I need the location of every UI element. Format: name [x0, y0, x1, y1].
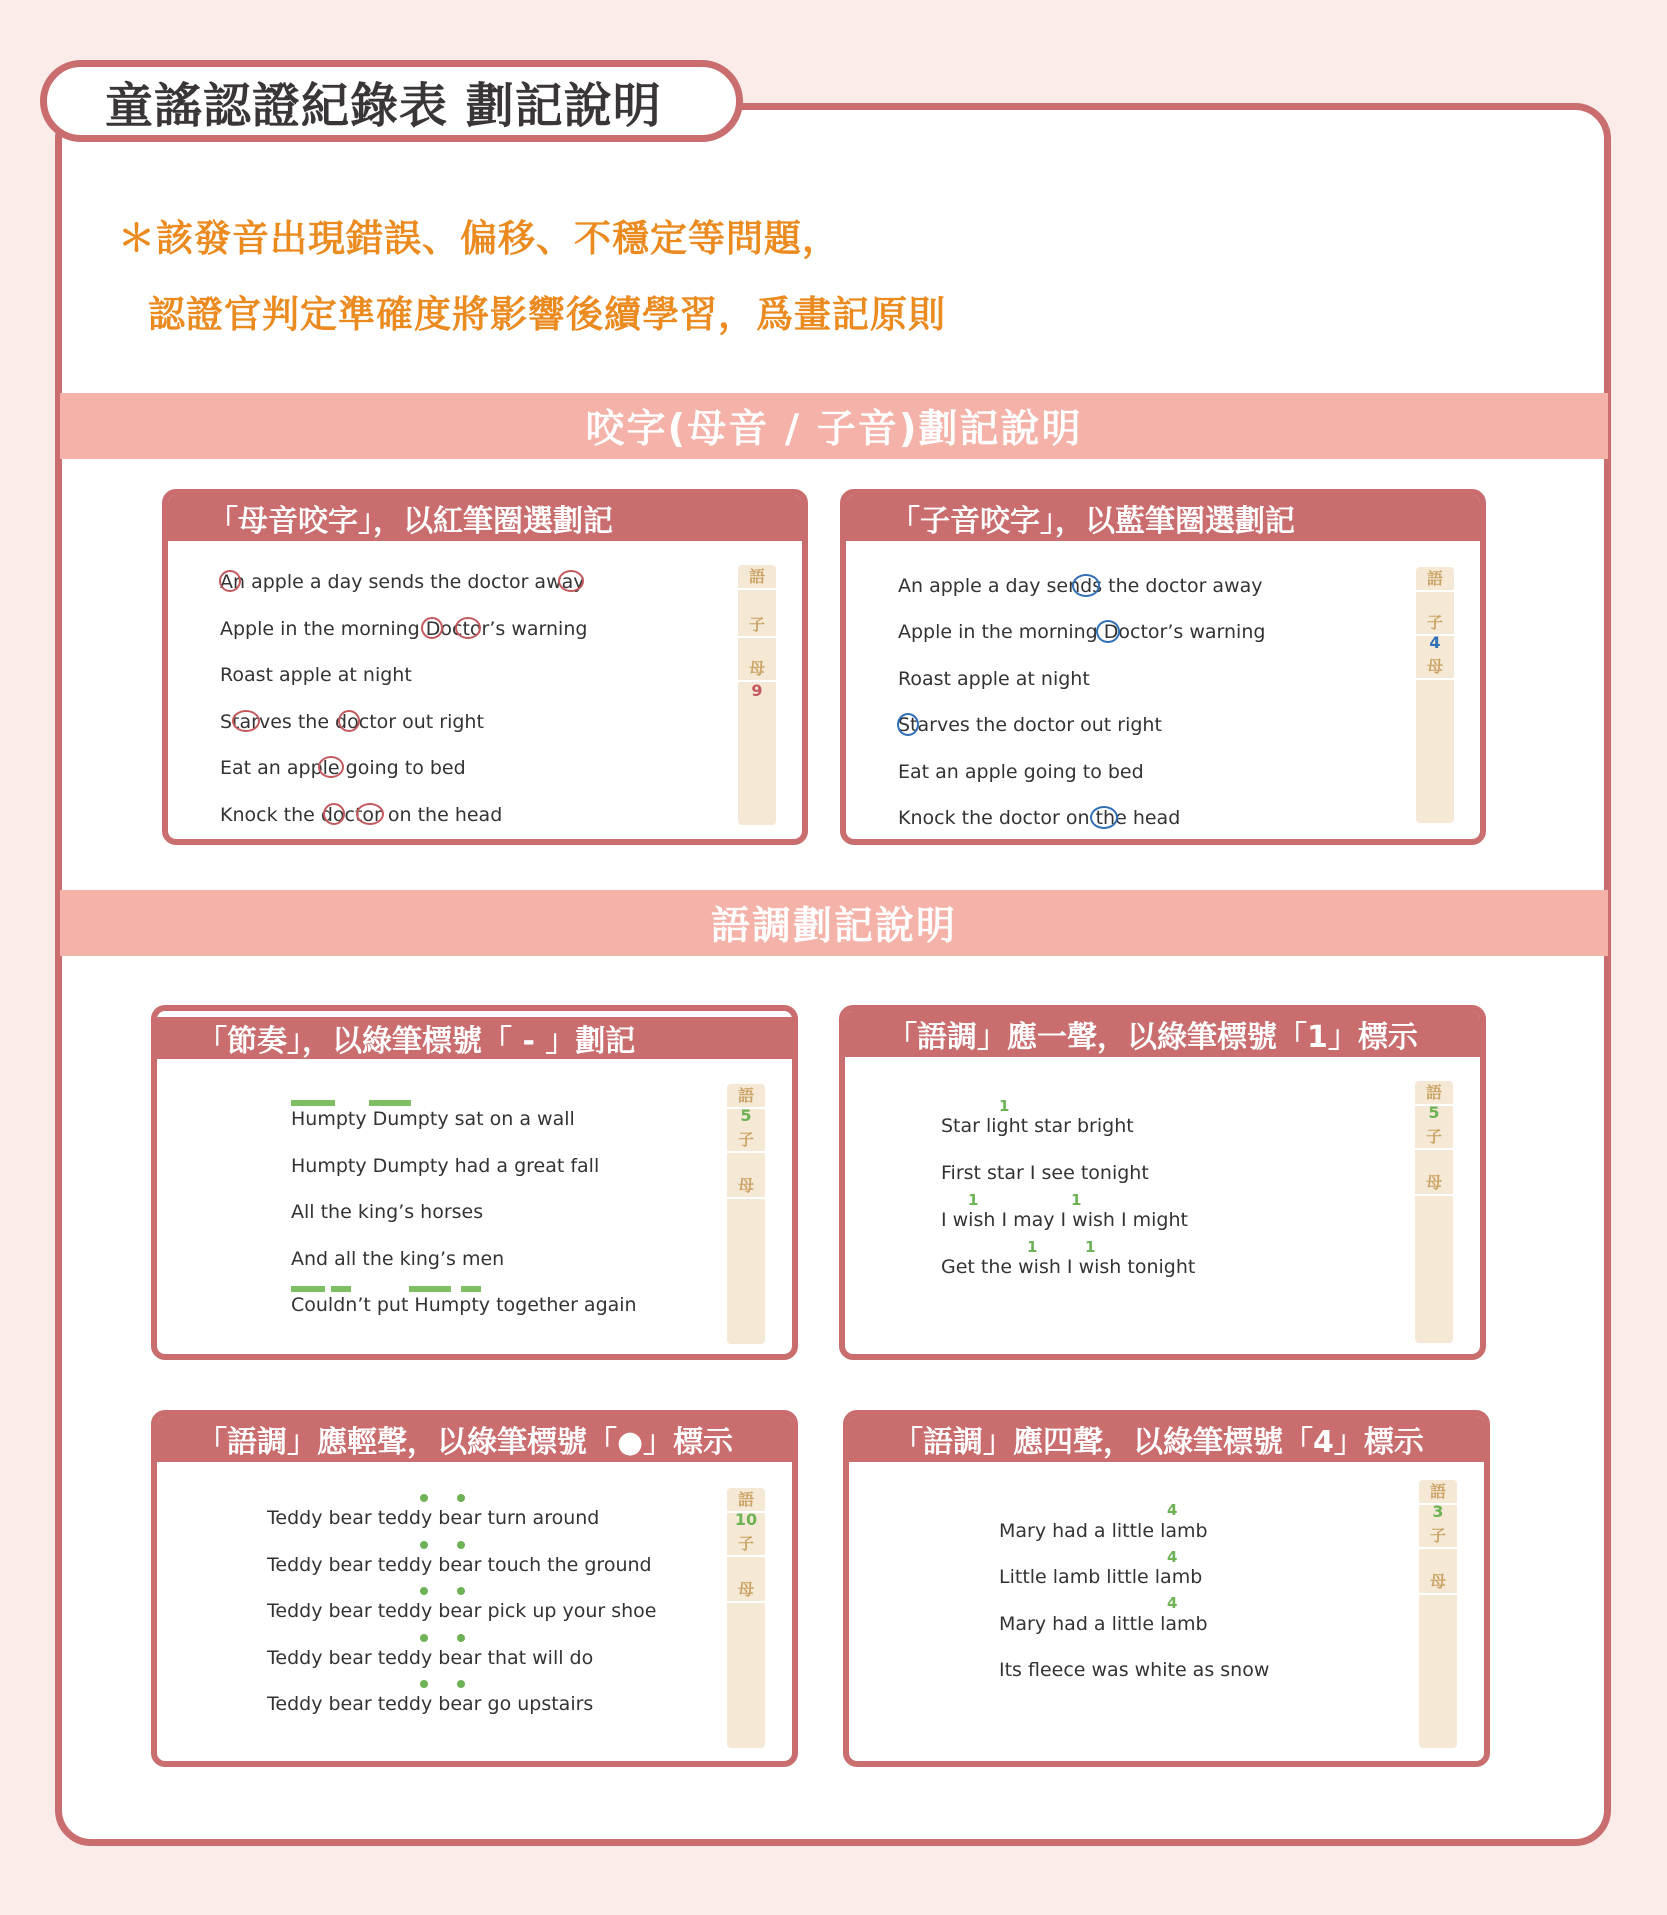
text-line: Mary had a little lamb — [999, 1520, 1208, 1542]
red-circle-mark — [232, 710, 260, 732]
neutral-dot-mark — [420, 1494, 428, 1502]
text-line: I wish I may I wish I might — [941, 1209, 1188, 1231]
text-line: Knock the doctor on the head — [898, 807, 1181, 829]
score-label-mu: 母 — [738, 657, 776, 682]
score-column — [1419, 1480, 1457, 1748]
score-value-mu: 9 — [751, 681, 763, 700]
text-line: Eat an apple going to bed — [220, 757, 466, 779]
neutral-dot-mark — [457, 1494, 465, 1502]
text-line: Its fleece was white as snow — [999, 1659, 1270, 1681]
blue-circle-mark — [897, 713, 919, 736]
rhythm-dash-mark — [291, 1100, 335, 1106]
score-label-yu: 語 — [1416, 567, 1454, 592]
red-circle-mark — [338, 710, 360, 732]
card-title: 「語調」應輕聲，以綠筆標號「●」標示 — [157, 1416, 792, 1462]
card-vowel — [162, 489, 808, 845]
text-line: Apple in the morning Doctor’s warning — [220, 618, 588, 640]
score-label-zi: 子 — [1416, 611, 1454, 636]
tone-mark: 1 — [1027, 1238, 1038, 1256]
red-circle-mark — [323, 803, 345, 825]
tone-mark: 1 — [968, 1191, 979, 1209]
rhythm-dash-mark — [331, 1286, 351, 1292]
text-line: Eat an apple going to bed — [898, 761, 1144, 783]
text-line: Get the wish I wish tonight — [941, 1256, 1196, 1278]
score-column — [738, 565, 776, 825]
note-line-2: 認證官判定準確度將影響後續學習，爲畫記原則 — [148, 293, 946, 336]
neutral-dot-mark — [420, 1587, 428, 1595]
neutral-dot-mark — [457, 1587, 465, 1595]
text-line: All the king’s horses — [291, 1201, 484, 1223]
tone-mark: 1 — [1085, 1238, 1096, 1256]
section-intonation: 語調劃記說明 — [60, 890, 1608, 956]
rhythm-dash-mark — [409, 1286, 451, 1292]
score-label-mu: 母 — [727, 1174, 765, 1199]
blue-circle-mark — [1096, 620, 1120, 643]
neutral-dot-mark — [420, 1541, 428, 1549]
red-circle-mark — [421, 617, 443, 639]
score-label-zi: 子 — [1415, 1125, 1453, 1150]
text-line: Mary had a little lamb — [999, 1613, 1208, 1635]
card-neutral-tone — [151, 1410, 798, 1767]
card-title: 「語調」應一聲，以綠筆標號「1」標示 — [845, 1011, 1480, 1057]
rhythm-dash-mark — [461, 1286, 481, 1292]
card-tone1 — [839, 1005, 1486, 1360]
score-label-mu: 母 — [1416, 655, 1454, 680]
red-circle-mark — [219, 570, 241, 592]
text-line: Star light star bright — [941, 1115, 1134, 1137]
score-value-yu: 10 — [734, 1510, 758, 1529]
text-line: Little lamb little lamb — [999, 1566, 1203, 1588]
neutral-dot-mark — [420, 1634, 428, 1642]
tone-mark: 1 — [1071, 1191, 1082, 1209]
score-label-yu: 語 — [1415, 1081, 1453, 1106]
score-label-zi: 子 — [727, 1128, 765, 1153]
page-title-pill — [40, 60, 743, 142]
score-label-yu: 語 — [727, 1488, 765, 1513]
score-label-zi: 子 — [738, 613, 776, 638]
score-value-zi: 4 — [1429, 633, 1441, 652]
text-line: Teddy bear teddy bear that will do — [267, 1647, 594, 1669]
note-line-1: ＊該發音出現錯誤、偏移、不穩定等問題， — [118, 217, 840, 260]
text-line: An apple a day sends the doctor away — [898, 575, 1263, 597]
score-label-zi: 子 — [727, 1532, 765, 1557]
text-line: Roast apple at night — [220, 664, 412, 686]
score-label-yu: 語 — [1419, 1480, 1457, 1505]
text-line: Couldn’t put Humpty together again — [291, 1294, 637, 1316]
text-line: Starves the doctor out right — [220, 711, 484, 733]
text-line: Teddy bear teddy bear turn around — [267, 1507, 600, 1529]
score-label-yu: 語 — [727, 1084, 765, 1109]
text-line: Teddy bear teddy bear pick up your shoe — [267, 1600, 657, 1622]
score-value-yu: 3 — [1432, 1502, 1444, 1521]
section-articulation: 咬字(母音 / 子音)劃記說明 — [60, 393, 1608, 459]
score-label-zi: 子 — [1419, 1524, 1457, 1549]
neutral-dot-mark — [420, 1680, 428, 1688]
score-column — [727, 1084, 765, 1344]
score-column — [727, 1488, 765, 1748]
text-line: Knock the doctor on the head — [220, 804, 503, 826]
text-line: Apple in the morning Doctor’s warning — [898, 621, 1266, 643]
card-title: 「節奏」，以綠筆標號「 - 」劃記 — [157, 1017, 792, 1059]
card-title: 「母音咬字」，以紅筆圈選劃記 — [168, 495, 802, 541]
text-line: An apple a day sends the doctor away — [220, 571, 585, 593]
text-line: Humpty Dumpty had a great fall — [291, 1155, 600, 1177]
score-value-yu: 5 — [1428, 1103, 1440, 1122]
tone-mark: 4 — [1167, 1594, 1178, 1612]
tone-mark: 4 — [1167, 1501, 1178, 1519]
text-line: Teddy bear teddy bear go upstairs — [267, 1693, 594, 1715]
tone-mark: 4 — [1167, 1548, 1178, 1566]
tone-mark: 1 — [999, 1097, 1010, 1115]
card-title: 「語調」應四聲，以綠筆標號「4」標示 — [849, 1416, 1484, 1462]
red-circle-mark — [318, 756, 344, 778]
card-title: 「子音咬字」，以藍筆圈選劃記 — [846, 495, 1480, 541]
text-line: Teddy bear teddy bear touch the ground — [267, 1554, 652, 1576]
text-line: First star I see tonight — [941, 1162, 1149, 1184]
blue-circle-mark — [1072, 574, 1100, 597]
score-label-mu: 母 — [1419, 1570, 1457, 1595]
red-circle-mark — [455, 617, 481, 639]
page-title: 童謠認證紀錄表 劃記說明 — [105, 77, 662, 134]
text-line: And all the king’s men — [291, 1248, 505, 1270]
text-line: Humpty Dumpty sat on a wall — [291, 1108, 575, 1130]
card-tone4 — [843, 1410, 1490, 1767]
rhythm-dash-mark — [369, 1100, 411, 1106]
card-consonant — [840, 489, 1486, 845]
neutral-dot-mark — [457, 1680, 465, 1688]
text-line: Starves the doctor out right — [898, 714, 1162, 736]
score-column — [1415, 1081, 1453, 1343]
red-circle-mark — [356, 803, 384, 825]
card-rhythm — [151, 1005, 798, 1360]
blue-circle-mark — [1090, 806, 1118, 829]
neutral-dot-mark — [457, 1541, 465, 1549]
text-line: Roast apple at night — [898, 668, 1090, 690]
score-label-mu: 母 — [1415, 1171, 1453, 1196]
rhythm-dash-mark — [291, 1286, 325, 1292]
score-column — [1416, 567, 1454, 823]
red-circle-mark — [558, 570, 584, 592]
score-label-mu: 母 — [727, 1578, 765, 1603]
score-value-yu: 5 — [740, 1106, 752, 1125]
neutral-dot-mark — [457, 1634, 465, 1642]
score-label-yu: 語 — [738, 565, 776, 590]
